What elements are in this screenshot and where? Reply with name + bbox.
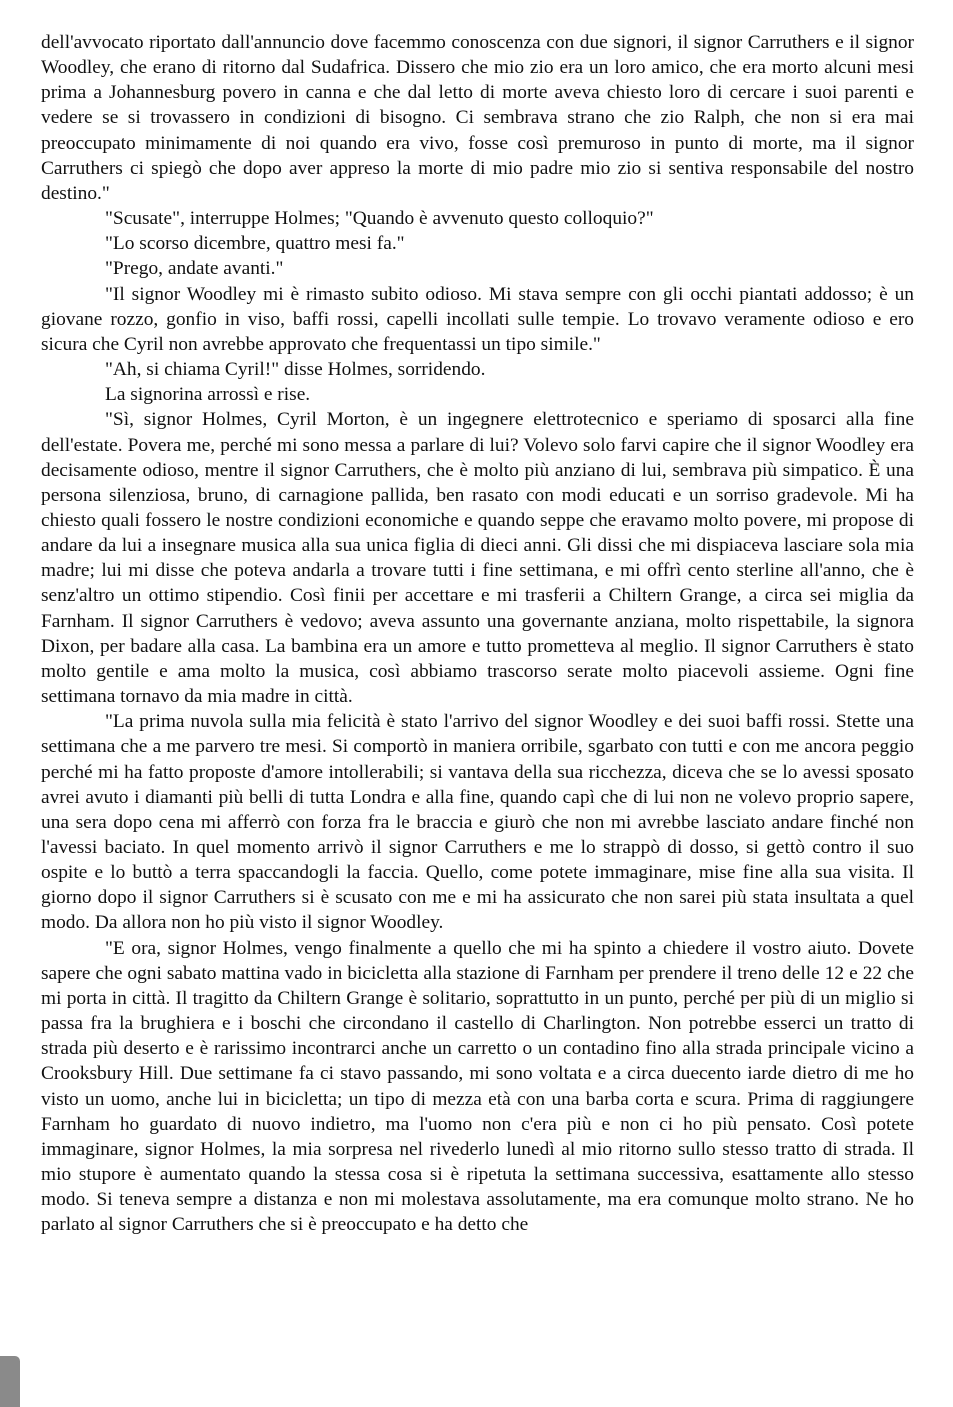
paragraph: "Lo scorso dicembre, quattro mesi fa." xyxy=(105,233,405,255)
paragraph: "Il signor Woodley mi è rimasto subito odioso. Mi stava sempre con gli occhi piantati addosso; è un giovane rozzo, gonfio in viso, baffi rossi, capelli incollati sulle tempie. Lo trovavo veramente odioso e ero sicura che Cyril non avrebbe approvato che frequentassi un tipo simile." xyxy=(41,283,914,355)
paragraph: dell'avvocato riportato dall'annuncio dove facemmo conoscenza con due signori, il signor Carruthers e il signor Woodley, che erano di ritorno dal Sudafrica. Dissero che mio zio era un loro amico, che era morto alcuni mesi prima a Johannesburg povero in canna e che dal letto di morte aveva chiesto loro di cercare i suoi parenti e vedere se si trovassero in condizioni di bisogno. Ci sembrava strano che zio Ralph, che non si era mai preoccupato minimamente di noi quando era vivo, fosse così premuroso in punto di morte, ma il signor Carruthers ci spiegò che dopo aver appreso la morte di mio padre mio zio si sentiva responsabile del nostro destino." xyxy=(41,32,914,204)
paragraph: La signorina arrossì e rise. xyxy=(105,384,311,406)
side-scroll-tab[interactable] xyxy=(0,1356,20,1407)
document-page xyxy=(41,30,914,1238)
paragraph: "Prego, andate avanti." xyxy=(105,258,284,280)
paragraph: "Scusate", interruppe Holmes; "Quando è avvenuto questo colloquio?" xyxy=(105,208,654,230)
paragraph: "La prima nuvola sulla mia felicità è stato l'arrivo del signor Woodley e dei suoi baffi rossi. Stette una settimana che a me parvero tre mesi. Si comportò in maniera orribile, sgarbato con tutti e con me ancora peggio perché mi ha fatto proposte d'amore intollerabili; si vantava della sua ricchezza, diceva che se lo avessi sposato avrei avuto i diamanti più belli di tutta Londra e alla fine, quando capì che di lui non ne volevo proprio sapere, una sera dopo cena mi afferrò con forza fra le braccia e giurò che non mi avrebbe lasciato andare finché non l'avessi baciato. In quel momento arrivò il signor Carruthers e me lo strappò di dosso, si gettò contro il suo ospite e lo buttò a terra spaccandogli la faccia. Quello, come potete immaginare, mise fine alla sua visita. Il giorno dopo il signor Carruthers si è scusato con me e mi ha assicurato che non sarei più stata insultata a quel modo. Da allora non ho più visto il signor Woodley. xyxy=(41,711,914,934)
paragraph: "Sì, signor Holmes, Cyril Morton, è un ingegnere elettrotecnico e speriamo di sposarci alla fine dell'estate. Povera me, perché mi sono messa a parlare di lui? Volevo solo farvi capire che il signor Woodley era decisamente odioso, mentre il signor Carruthers, che è molto più anziano di lui, sembrava più simpatico. È una persona silenziosa, bruno, di carnagione pallida, ben rasato con modi educati e un sorriso gradevole. Mi ha chiesto quali fossero le nostre condizioni economiche e quando seppe che eravamo molto povere, mi propose di andare da lui a insegnare musica alla sua unica figlia di dieci anni. Gli dissi che mi dispiaceva lasciare sola mia madre; lui mi disse che poteva andarla a trovare tutti i fine settimana, e mi offrì cento sterline all'anno, che è senz'altro un ottimo stipendio. Così finii per accettare e mi trasferii a Chiltern Grange, a circa sei miglia da Farnham. Il signor Carruthers è vedovo; aveva assunto una governante anziana, molto rispettabile, la signora Dixon, per badare alla casa. La bambina era un amore e tutto prometteva al meglio. Il signor Carruthers è stato molto gentile e ama molto la musica, così abbiamo trascorso serate molto piacevoli assieme. Ogni fine settimana tornavo da mia madre in città. xyxy=(41,409,914,708)
paragraph: "E ora, signor Holmes, vengo finalmente a quello che mi ha spinto a chiedere il vostro aiuto. Dovete sapere che ogni sabato mattina vado in bicicletta alla stazione di Farnham per prendere il treno delle 12 e 22 che mi porta in città. Il tragitto da Chiltern Grange è solitario, soprattutto in un punto, perché per più di un miglio si passa fra la brughiera e i boschi che circondano il castello di Charlington. Non potrebbe esserci un tratto di strada più deserto e è rarissimo incontrarci anche un carretto o un contadino fino alla strada principale vicino a Crooksbury Hill. Due settimane fa ci stavo passando, mi sono voltata e a circa duecento iarde dietro di me ho visto un uomo, anche lui in bicicletta; un tipo di mezza età con una barba corta e scura. Prima di raggiungere Farnham ho guardato di nuovo indietro, ma l'uomo non c'era più e non ci ho più pensato. Così potete immaginare, signor Holmes, la mia sorpresa nel rivederlo lunedì al mio ritorno sullo stesso tratto di strada. Il mio stupore è aumentato quando la stessa cosa si è ripetuta la settimana successiva, esattamente allo stesso modo. Si teneva sempre a distanza e non mi molestava assolutamente, ma era comunque molto strano. Ne ho parlato al signor Carruthers che si è preoccupato e ha detto che xyxy=(41,937,914,1236)
paragraph: "Ah, si chiama Cyril!" disse Holmes, sorridendo. xyxy=(105,359,486,381)
